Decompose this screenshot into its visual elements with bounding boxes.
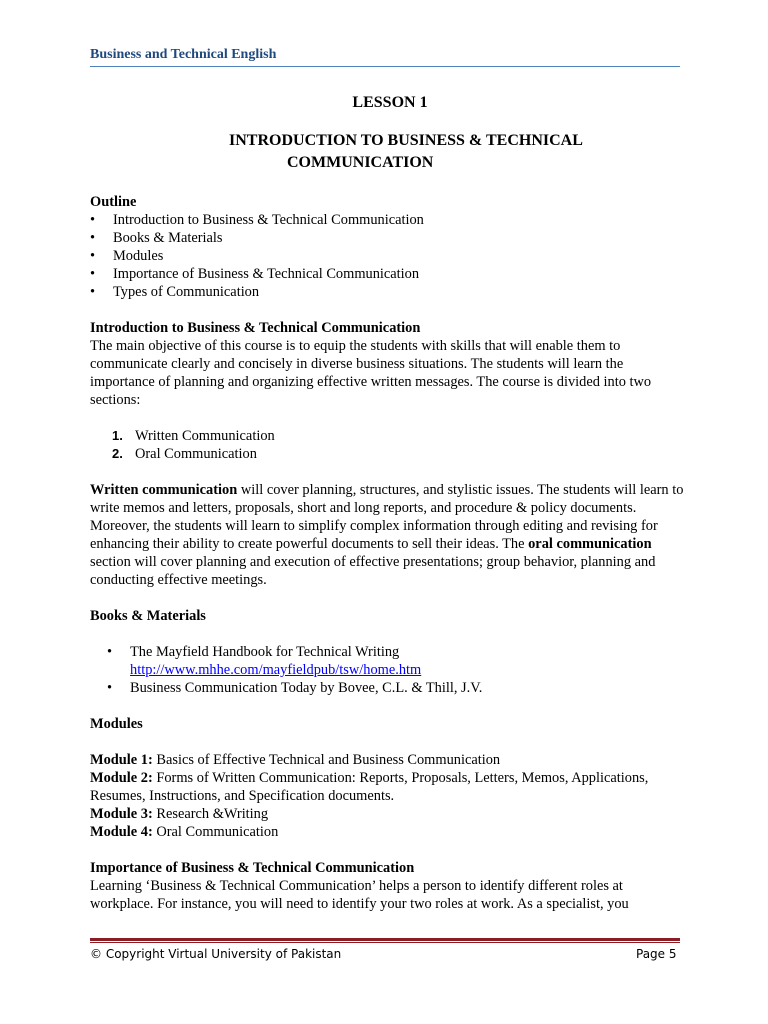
module-item	[90, 823, 690, 841]
section-label: Oral Communication	[135, 446, 257, 462]
section-item	[112, 445, 690, 463]
header-title: Business and Technical English	[90, 47, 277, 62]
footer-rule-thin	[90, 942, 680, 943]
module-text: Basics of Effective Technical and Business Communication	[152, 752, 501, 768]
modules-heading: Modules	[90, 716, 143, 732]
module-label: Module 3:	[90, 806, 153, 822]
footer-page-number: Page 5	[636, 947, 677, 961]
outline-item: • Books & Materials	[90, 229, 690, 247]
book-item	[107, 643, 690, 679]
importance-paragraph: Learning ‘Business & Technical Communication’ helps a person to identify different roles at workplace. For instance, you will need to identify your two roles at work. As a specialist, you	[90, 878, 629, 912]
module-item	[90, 751, 690, 769]
oral-term: oral communication	[528, 536, 652, 552]
module-label: Module 2:	[90, 770, 153, 786]
module-text: Forms of Written Communication: Reports, Proposals, Letters, Memos, Applications, Resumes, Instructions, and Specification documents.	[90, 770, 649, 804]
outline-item: • Modules	[90, 247, 690, 265]
lesson-title-line1: INTRODUCTION TO BUSINESS & TECHNICAL	[229, 132, 583, 149]
written-paragraph	[90, 481, 690, 589]
module-label: Module 1:	[90, 752, 153, 768]
intro-heading: Introduction to Business & Technical Communication	[90, 320, 421, 336]
lesson-number: LESSON 1	[352, 94, 428, 111]
outline-heading: Outline	[90, 194, 137, 210]
module-item	[90, 805, 690, 823]
intro-paragraph: The main objective of this course is to equip the students with skills that will enable them to communicate clearly and concisely in diverse business situations. The students will learn the importance of planning and organizing effective written messages. The course is divided into two sections:	[90, 338, 652, 408]
books-list	[90, 643, 690, 697]
book-item	[107, 679, 690, 697]
page-header	[90, 46, 680, 67]
section-number: 2.	[112, 446, 123, 461]
outline-item: • Importance of Business & Technical Communication	[90, 265, 690, 283]
written-term: Written communication	[90, 482, 238, 498]
lesson-title-line2: COMMUNICATION	[287, 154, 434, 171]
section-label: Written Communication	[135, 428, 275, 444]
written-text: will cover planning, structures, and stylistic issues. The students will learn to write memos and letters, proposals, short and long reports, and procedure & policy documents. Moreover, the students will learn to simplify complex information through editing and revising for enhancing their ability to create powerful documents to sell their ideas. The	[90, 482, 684, 552]
page-content	[90, 93, 690, 913]
oral-text: section will cover planning and execution of effective presentations; group behavior, planning and conducting effective meetings.	[90, 554, 656, 588]
module-label: Module 4:	[90, 824, 153, 840]
outline-item: • Introduction to Business & Technical Communication	[90, 211, 690, 229]
footer-rule-thick	[90, 938, 680, 941]
sections-list	[90, 427, 690, 463]
lesson-title	[90, 130, 690, 174]
section-item	[112, 427, 690, 445]
section-number: 1.	[112, 428, 123, 443]
book-link[interactable]: http://www.mhhe.com/mayfieldpub/tsw/home.htm	[130, 662, 422, 678]
book-title: Business Communication Today by Bovee, C.L. & Thill, J.V.	[130, 680, 483, 696]
outline-item: • Types of Communication	[90, 283, 690, 301]
books-heading: Books & Materials	[90, 608, 206, 624]
outline-list	[90, 211, 690, 301]
footer-copyright: © Copyright Virtual University of Pakistan	[90, 947, 342, 961]
module-item	[90, 769, 690, 805]
module-text: Oral Communication	[152, 824, 279, 840]
importance-heading: Importance of Business & Technical Communication	[90, 860, 415, 876]
book-title: • The Mayfield Handbook for Technical Writing	[130, 644, 400, 660]
module-text: Research &Writing	[152, 806, 269, 822]
